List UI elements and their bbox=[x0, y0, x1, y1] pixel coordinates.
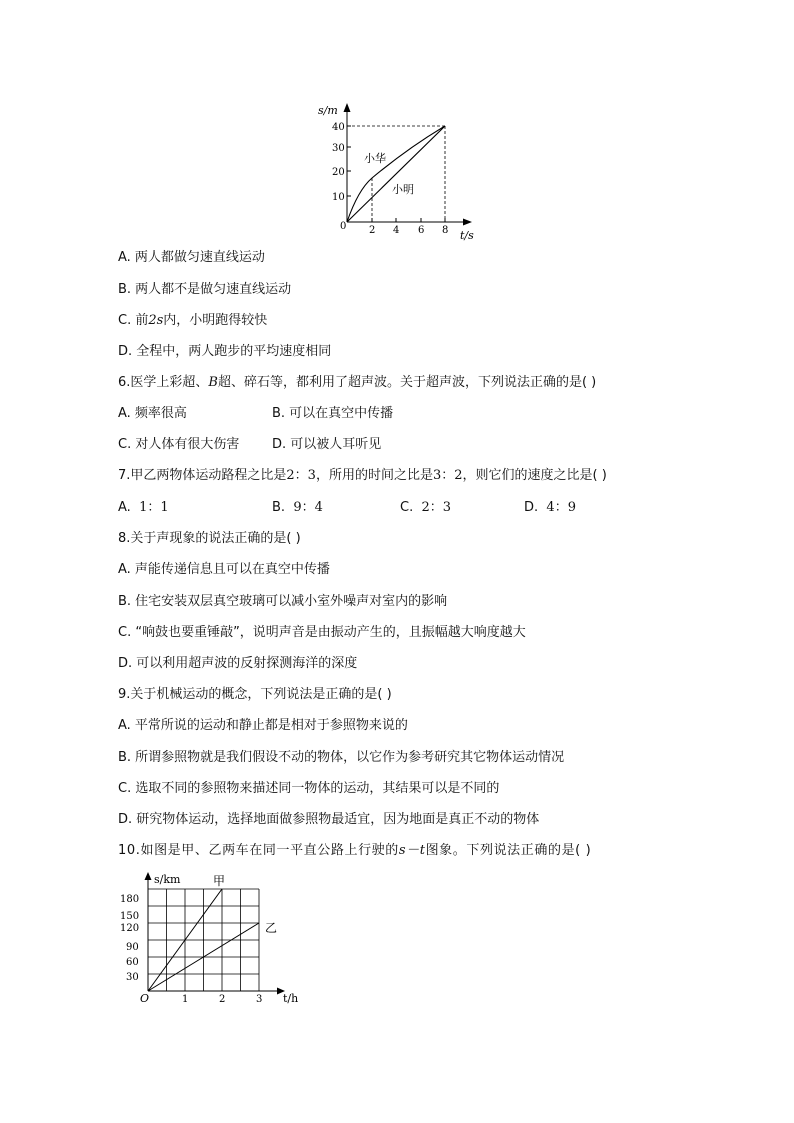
q7-option-c[interactable] bbox=[400, 500, 451, 516]
q7-option-d[interactable] bbox=[524, 500, 576, 516]
q9-option-b[interactable]: B. 所谓参照物就是我们假设不动的物体，以它作为参考研究其它物体运动情况 bbox=[118, 750, 565, 765]
graph-jia-yi bbox=[110, 868, 310, 1008]
x-tick-6: 6 bbox=[418, 225, 425, 236]
x-axis-label: t/h bbox=[283, 992, 299, 1005]
q9-stem: 9.关于机械运动的概念，下列说法是正确的是( ) bbox=[118, 687, 392, 702]
q8-option-a[interactable]: A. 声能传递信息且可以在真空中传播 bbox=[118, 562, 330, 577]
q10-stem-pre: 10.如图是甲、乙两车在同一平直公路上行驶的 bbox=[118, 843, 399, 858]
q7-option-d-value: 4：9 bbox=[546, 500, 576, 515]
y-axis-arrow bbox=[344, 103, 351, 112]
label-jia: 甲 bbox=[213, 874, 226, 888]
q8-stem: 8.关于声现象的说法正确的是( ) bbox=[118, 531, 301, 546]
q5-option-b[interactable]: B. 两人都不是做匀速直线运动 bbox=[118, 282, 292, 297]
q6-option-c[interactable]: C. 对人体有很大伤害 bbox=[118, 437, 240, 452]
q6-stem bbox=[118, 375, 596, 391]
q7-option-b[interactable] bbox=[272, 500, 323, 516]
q7-stem-post: ，则它们的速度之比是( ) bbox=[462, 468, 607, 483]
q7-option-a-value: 1：1 bbox=[139, 500, 169, 515]
q7-stem-pre: 7.甲乙两物体运动路程之比是 bbox=[118, 468, 287, 483]
q6-stem-pre: 6.医学上彩超、 bbox=[118, 375, 209, 390]
x-axis-label: t/s bbox=[460, 229, 474, 242]
y-tick-20: 20 bbox=[332, 167, 345, 178]
q10-stem-post: 图象。下列说法正确的是( ) bbox=[425, 843, 592, 858]
y-tick-30: 30 bbox=[126, 972, 139, 983]
q7-stem-mid: ，所用的时间之比是 bbox=[315, 468, 433, 483]
label-xiaoming: 小明 bbox=[392, 183, 414, 196]
q5-option-c-var: 2s bbox=[148, 313, 164, 328]
y-axis-label: s/m bbox=[318, 104, 338, 117]
q7-stem bbox=[118, 468, 607, 484]
q7-option-c-value: 2：3 bbox=[421, 500, 452, 515]
q9-option-c[interactable]: C. 选取不同的参照物来描述同一物体的运动，其结果可以是不同的 bbox=[118, 781, 500, 796]
q7-option-c-label: C. bbox=[400, 500, 414, 515]
q8-option-d[interactable]: D. 可以利用超声波的反射探测海洋的深度 bbox=[118, 656, 358, 671]
label-yi: 乙 bbox=[265, 921, 278, 935]
origin-label: O bbox=[140, 992, 150, 1005]
x-tick-8: 8 bbox=[442, 225, 449, 236]
q7-option-d-label: D. bbox=[524, 500, 539, 515]
q7-ratio-distance: 2：3 bbox=[286, 468, 316, 483]
y-tick-150: 150 bbox=[120, 911, 140, 922]
q5-option-c-pre: C. 前 bbox=[118, 313, 149, 328]
q6-option-a[interactable]: A. 频率很高 bbox=[118, 406, 187, 421]
origin-label: 0 bbox=[340, 221, 347, 232]
y-tick-60: 60 bbox=[126, 957, 139, 968]
label-xiaohua: 小华 bbox=[364, 152, 386, 165]
q7-option-b-label: B. bbox=[272, 500, 286, 515]
q7-option-b-value: 9：4 bbox=[293, 500, 323, 515]
q8-option-b[interactable]: B. 住宅安装双层真空玻璃可以减小室外噪声对室内的影响 bbox=[118, 594, 448, 609]
y-tick-30: 30 bbox=[332, 143, 345, 154]
y-tick-10: 10 bbox=[332, 192, 345, 203]
y-tick-90: 90 bbox=[126, 942, 139, 953]
line-xiaoming bbox=[347, 126, 445, 222]
y-axis-label: s/km bbox=[154, 873, 181, 886]
graph-xiaohua-xiaoming bbox=[310, 98, 490, 248]
q5-option-a[interactable]: A. 两人都做匀速直线运动 bbox=[118, 250, 265, 265]
q10-stem bbox=[118, 843, 591, 859]
x-tick-4: 4 bbox=[393, 225, 400, 236]
y-tick-40: 40 bbox=[332, 122, 345, 133]
q6-option-d[interactable]: D. 可以被人耳听见 bbox=[272, 437, 382, 452]
y-tick-120: 120 bbox=[120, 923, 140, 934]
x-tick-2: 2 bbox=[219, 994, 226, 1005]
q9-option-d[interactable]: D. 研究物体运动，选择地面做参照物最适宜，因为地面是真正不动的物体 bbox=[118, 812, 540, 827]
grid bbox=[148, 889, 259, 991]
x-tick-3: 3 bbox=[256, 994, 263, 1005]
q5-option-d[interactable]: D. 全程中，两人跑步的平均速度相同 bbox=[118, 344, 332, 359]
q5-option-c-post: 内，小明跑得较快 bbox=[163, 313, 268, 328]
q7-ratio-time: 3：2 bbox=[432, 468, 463, 483]
q7-option-a[interactable] bbox=[118, 500, 169, 516]
y-tick-180: 180 bbox=[120, 894, 140, 905]
q5-option-c[interactable] bbox=[118, 313, 267, 329]
q6-stem-var: B bbox=[208, 375, 218, 390]
q6-stem-post: 超、碎石等，都利用了超声波。关于超声波，下列说法正确的是( ) bbox=[217, 375, 597, 390]
x-tick-2: 2 bbox=[369, 225, 376, 236]
y-axis-arrow bbox=[145, 872, 152, 880]
q7-option-a-label: A. bbox=[118, 500, 131, 515]
q10-stem-var: s－t bbox=[398, 843, 426, 858]
q6-option-b[interactable]: B. 可以在真空中传播 bbox=[272, 406, 394, 421]
q9-option-a[interactable]: A. 平常所说的运动和静止都是相对于参照物来说的 bbox=[118, 718, 408, 733]
x-tick-1: 1 bbox=[182, 994, 189, 1005]
q8-option-c[interactable]: C. “响鼓也要重锤敲”，说明声音是由振动产生的，且振幅越大响度越大 bbox=[118, 625, 526, 640]
x-axis-arrow bbox=[463, 219, 472, 226]
